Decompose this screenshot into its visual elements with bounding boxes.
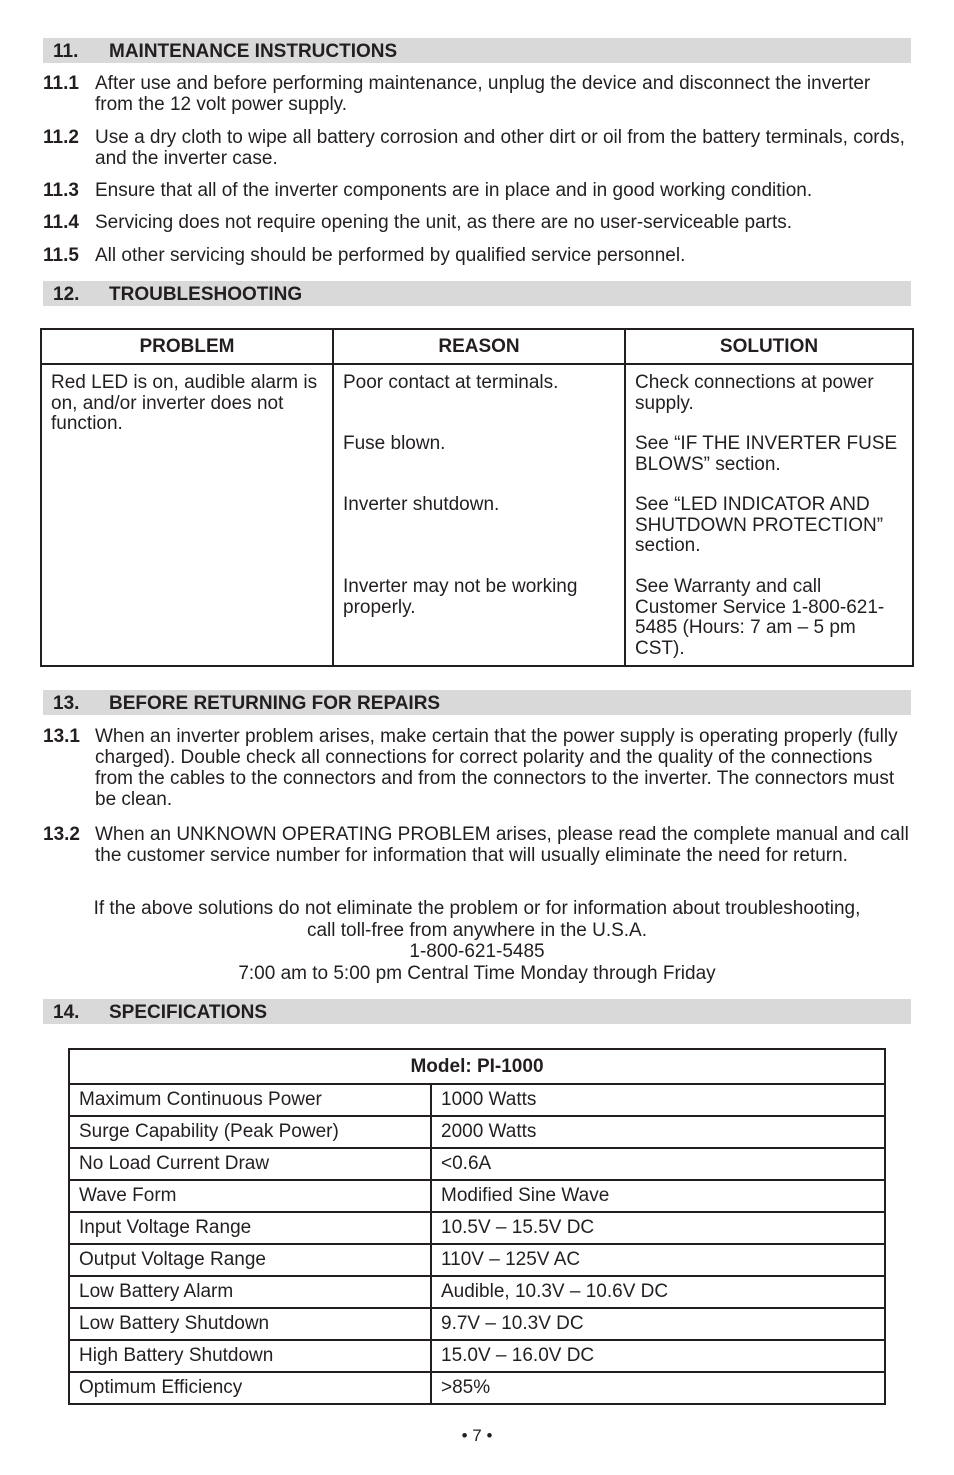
reason-text: Inverter may not be working properly. bbox=[343, 576, 578, 618]
solution-text: See “IF THE INVERTER FUSE BLOWS” section. bbox=[635, 433, 898, 475]
solution-text: See Warranty and call Customer Service 1-800-621-5485 (Hours: 7 am – 5 pm CST). bbox=[635, 576, 885, 659]
section-13-heading bbox=[43, 690, 911, 715]
table-row bbox=[69, 1212, 885, 1244]
table-row bbox=[69, 1372, 885, 1404]
column-header-solution: SOLUTION bbox=[625, 329, 913, 364]
section-number: 12. bbox=[53, 284, 80, 305]
reason-text: Fuse blown. bbox=[343, 433, 446, 454]
spec-label: Input Voltage Range bbox=[69, 1212, 431, 1244]
section-title: BEFORE RETURNING FOR REPAIRS bbox=[109, 693, 441, 714]
spec-label: Output Voltage Range bbox=[69, 1244, 431, 1276]
table-row bbox=[41, 364, 913, 666]
column-header-problem: PROBLEM bbox=[41, 329, 333, 364]
table-row bbox=[69, 1180, 885, 1212]
service-hours: 7:00 am to 5:00 pm Central Time Monday through Friday bbox=[238, 962, 716, 984]
item-number: 11.5 bbox=[43, 245, 79, 266]
column-header-reason: REASON bbox=[333, 329, 625, 364]
item-text: All other servicing should be performed by qualified service personnel. bbox=[95, 245, 686, 266]
spec-value: 15.0V – 16.0V DC bbox=[431, 1340, 885, 1372]
spec-value: 1000 Watts bbox=[431, 1084, 885, 1116]
table-row bbox=[69, 1276, 885, 1308]
item-number: 11.1 bbox=[43, 73, 79, 94]
spec-value: Audible, 10.3V – 10.6V DC bbox=[431, 1276, 885, 1308]
model-row bbox=[69, 1049, 885, 1084]
spec-label: Low Battery Shutdown bbox=[69, 1308, 431, 1340]
troubleshooting-table bbox=[40, 328, 914, 667]
section-title: SPECIFICATIONS bbox=[109, 1002, 267, 1023]
instruction-item bbox=[43, 73, 911, 115]
item-text: Servicing does not require opening the unit, as there are no user-serviceable parts. bbox=[95, 212, 793, 233]
section-11-heading bbox=[43, 38, 911, 63]
phone-number: 1-800-621-5485 bbox=[409, 941, 545, 962]
spec-value: >85% bbox=[431, 1372, 885, 1404]
spec-label: No Load Current Draw bbox=[69, 1148, 431, 1180]
item-text: Ensure that all of the inverter components are in place and in good working condition. bbox=[95, 180, 813, 201]
reason-text: Inverter shutdown. bbox=[343, 494, 500, 515]
contact-info bbox=[43, 898, 911, 984]
spec-value: <0.6A bbox=[431, 1148, 885, 1180]
item-number: 11.2 bbox=[43, 127, 79, 148]
table-row bbox=[69, 1084, 885, 1116]
table-row bbox=[69, 1340, 885, 1372]
table-row bbox=[69, 1116, 885, 1148]
spec-value: 9.7V – 10.3V DC bbox=[431, 1308, 885, 1340]
section-number: 13. bbox=[53, 693, 80, 714]
solution-text: See “LED INDICATOR AND SHUTDOWN PROTECTION” section. bbox=[635, 494, 884, 556]
page-number: • 7 • bbox=[461, 1426, 493, 1445]
spec-label: Low Battery Alarm bbox=[69, 1276, 431, 1308]
section-14-heading bbox=[43, 999, 911, 1024]
item-text: When an UNKNOWN OPERATING PROBLEM arises, please read the complete manual and call the customer service number for information that will usually eliminate the need for return. bbox=[95, 824, 909, 866]
model-name: Model: PI-1000 bbox=[69, 1049, 885, 1084]
item-number: 13.1 bbox=[43, 726, 80, 747]
section-number: 11. bbox=[53, 41, 79, 62]
spec-label: Optimum Efficiency bbox=[69, 1372, 431, 1404]
solution-text: Check connections at power supply. bbox=[635, 372, 874, 414]
spec-value: 10.5V – 15.5V DC bbox=[431, 1212, 885, 1244]
section-title: TROUBLESHOOTING bbox=[109, 284, 303, 305]
item-number: 11.3 bbox=[43, 180, 79, 201]
instruction-item bbox=[43, 212, 911, 233]
item-number: 13.2 bbox=[43, 824, 80, 845]
spec-value: Modified Sine Wave bbox=[431, 1180, 885, 1212]
instruction-item bbox=[43, 726, 911, 810]
solution-cell bbox=[625, 364, 913, 666]
table-row bbox=[69, 1244, 885, 1276]
item-text: Use a dry cloth to wipe all battery corrosion and other dirt or oil from the battery terminals, cords, and the inverter case. bbox=[95, 127, 905, 169]
instruction-item bbox=[43, 180, 911, 201]
spec-label: Surge Capability (Peak Power) bbox=[69, 1116, 431, 1148]
contact-line: call toll-free from anywhere in the U.S.A. bbox=[306, 919, 648, 941]
section-12-heading bbox=[43, 281, 911, 306]
item-number: 11.4 bbox=[43, 212, 79, 233]
specifications-table bbox=[68, 1048, 886, 1405]
contact-line: If the above solutions do not eliminate the problem or for information about troubleshooting, bbox=[93, 898, 861, 919]
section-number: 14. bbox=[53, 1002, 80, 1023]
instruction-item bbox=[43, 824, 911, 866]
problem-cell bbox=[41, 364, 333, 666]
table-header-row bbox=[41, 329, 913, 364]
spec-label: Maximum Continuous Power bbox=[69, 1084, 431, 1116]
item-text: After use and before performing maintenance, unplug the device and disconnect the inverter from the 12 volt power supply. bbox=[95, 73, 871, 115]
section-title: MAINTENANCE INSTRUCTIONS bbox=[109, 41, 398, 62]
instruction-item bbox=[43, 245, 911, 266]
spec-label: Wave Form bbox=[69, 1180, 431, 1212]
reason-cell bbox=[333, 364, 625, 666]
spec-value: 110V – 125V AC bbox=[431, 1244, 885, 1276]
table-row bbox=[69, 1308, 885, 1340]
item-text: When an inverter problem arises, make certain that the power supply is operating properly (fully charged). Double check all connections for correct polarity and the quality of the connections from the cables to the connectors and from the connectors to the inverter. The connectors must be clean. bbox=[95, 726, 898, 810]
table-row bbox=[69, 1148, 885, 1180]
problem-text: Red LED is on, audible alarm is on, and/or inverter does not function. bbox=[51, 372, 318, 434]
spec-label: High Battery Shutdown bbox=[69, 1340, 431, 1372]
reason-text: Poor contact at terminals. bbox=[343, 372, 559, 393]
spec-value: 2000 Watts bbox=[431, 1116, 885, 1148]
instruction-item bbox=[43, 127, 911, 169]
